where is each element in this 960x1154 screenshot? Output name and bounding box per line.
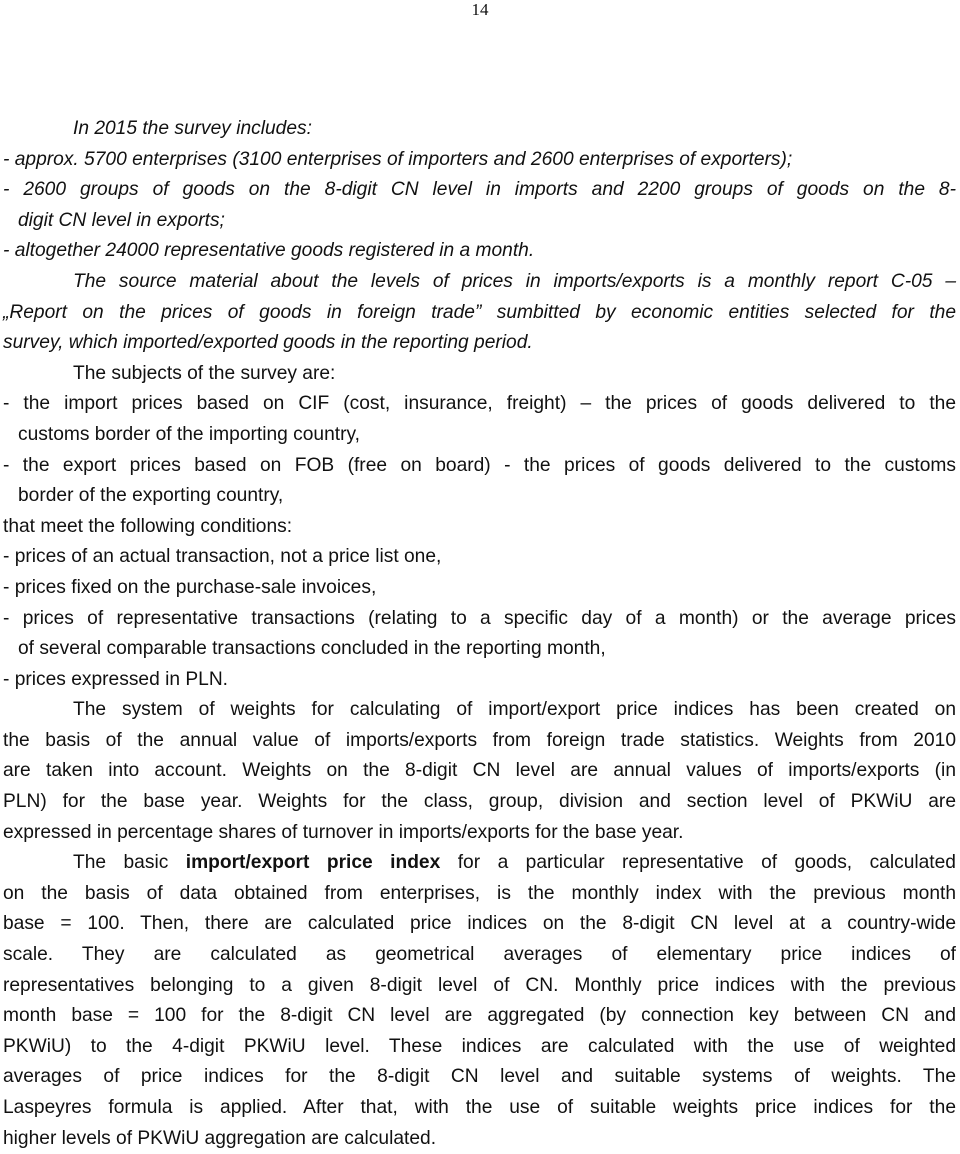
subject-item-export: - the export prices based on FOB (free on board) - the prices of goods delivered to the customs [3,454,956,476]
survey-item-groups-cont: digit CN level in exports; [18,209,225,231]
index-line: PKWiU) to the 4-digit PKWiU level. These indices are calculated with the use of weighted [3,1035,956,1057]
index-first-line [3,848,956,879]
index-line: higher levels of PKWiU aggregation are calculated. [3,1127,437,1149]
source-paragraph [3,267,956,359]
condition-item: - prices expressed in PLN. [3,668,229,690]
subject-item-import: - the import prices based on CIF (cost, insurance, freight) – the prices of goods delivered to the [3,393,956,415]
index-line: scale. They are calculated as geometrical averages of elementary price indices of [3,944,956,966]
page-number: 14 [471,0,489,19]
weights-line: expressed in percentage shares of turnover in imports/exports for the base year. [3,821,684,843]
subjects-section [3,359,956,696]
condition-item: - prices of an actual transaction, not a price list one, [3,546,442,568]
index-term: import/export price index [185,852,441,874]
index-line: on the basis of data obtained from enterprises, is the monthly index with the previous month [3,882,956,904]
weights-line: are taken into account. Weights on the 8-digit CN level are annual values of imports/exports (in [3,760,956,782]
conditions-intro: that meet the following conditions: [3,515,293,537]
weights-line: PLN) for the base year. Weights for the class, group, division and section level of PKWiU are [3,791,956,813]
weights-line: The system of weights for calculating of import/export price indices has been created on [73,699,956,721]
subjects-intro: The subjects of the survey are: [73,362,336,384]
index-line: month base = 100 for the 8-digit CN level are aggregated (by connection key between CN and [3,1005,956,1027]
condition-item: - prices of representative transactions (relating to a specific day of a month) or the average prices [3,607,956,629]
survey-intro: In 2015 the survey includes: [73,118,312,139]
source-line: The source material about the levels of prices in imports/exports is a monthly report C-05 – [73,270,956,292]
document-body [3,114,956,1154]
subject-item-import-cont: customs border of the importing country, [18,423,360,445]
subject-item-export-cont: border of the exporting country, [18,485,284,507]
survey-item-enterprises: - approx. 5700 enterprises (3100 enterprises of importers and 2600 enterprises of exporters); [3,148,793,170]
index-prefix: The basic [73,852,186,874]
survey-item-representatives: - altogether 24000 representative goods registered in a month. [3,240,535,262]
source-line: survey, which imported/exported goods in the reporting period. [3,332,533,354]
weights-paragraph [3,695,956,848]
weights-line: the basis of the annual value of imports/exports from foreign trade statistics. Weights from 2010 [3,729,956,751]
survey-item-groups: - 2600 groups of goods on the 8-digit CN level in imports and 2200 groups of goods on the 8- [3,179,956,201]
index-line: representatives belonging to a given 8-digit level of CN. Monthly price indices with the previous [3,974,956,996]
condition-item-cont: of several comparable transactions concluded in the reporting month, [18,638,606,660]
index-line: Laspeyres formula is applied. After that, with the use of suitable weights price indices for the [3,1097,956,1118]
index-line: averages of price indices for the 8-digit CN level and suitable systems of weights. The [3,1066,956,1088]
condition-item: - prices fixed on the purchase-sale invoices, [3,576,377,598]
index-line: base = 100. Then, there are calculated price indices on the 8-digit CN level at a country-wide [3,913,956,935]
index-paragraph [3,848,956,1154]
survey-section [3,114,956,267]
index-suffix: for a particular representative of goods, calculated [440,852,956,874]
source-line: „Report on the prices of goods in foreign trade” sumbitted by economic entities selected for the [3,301,956,323]
